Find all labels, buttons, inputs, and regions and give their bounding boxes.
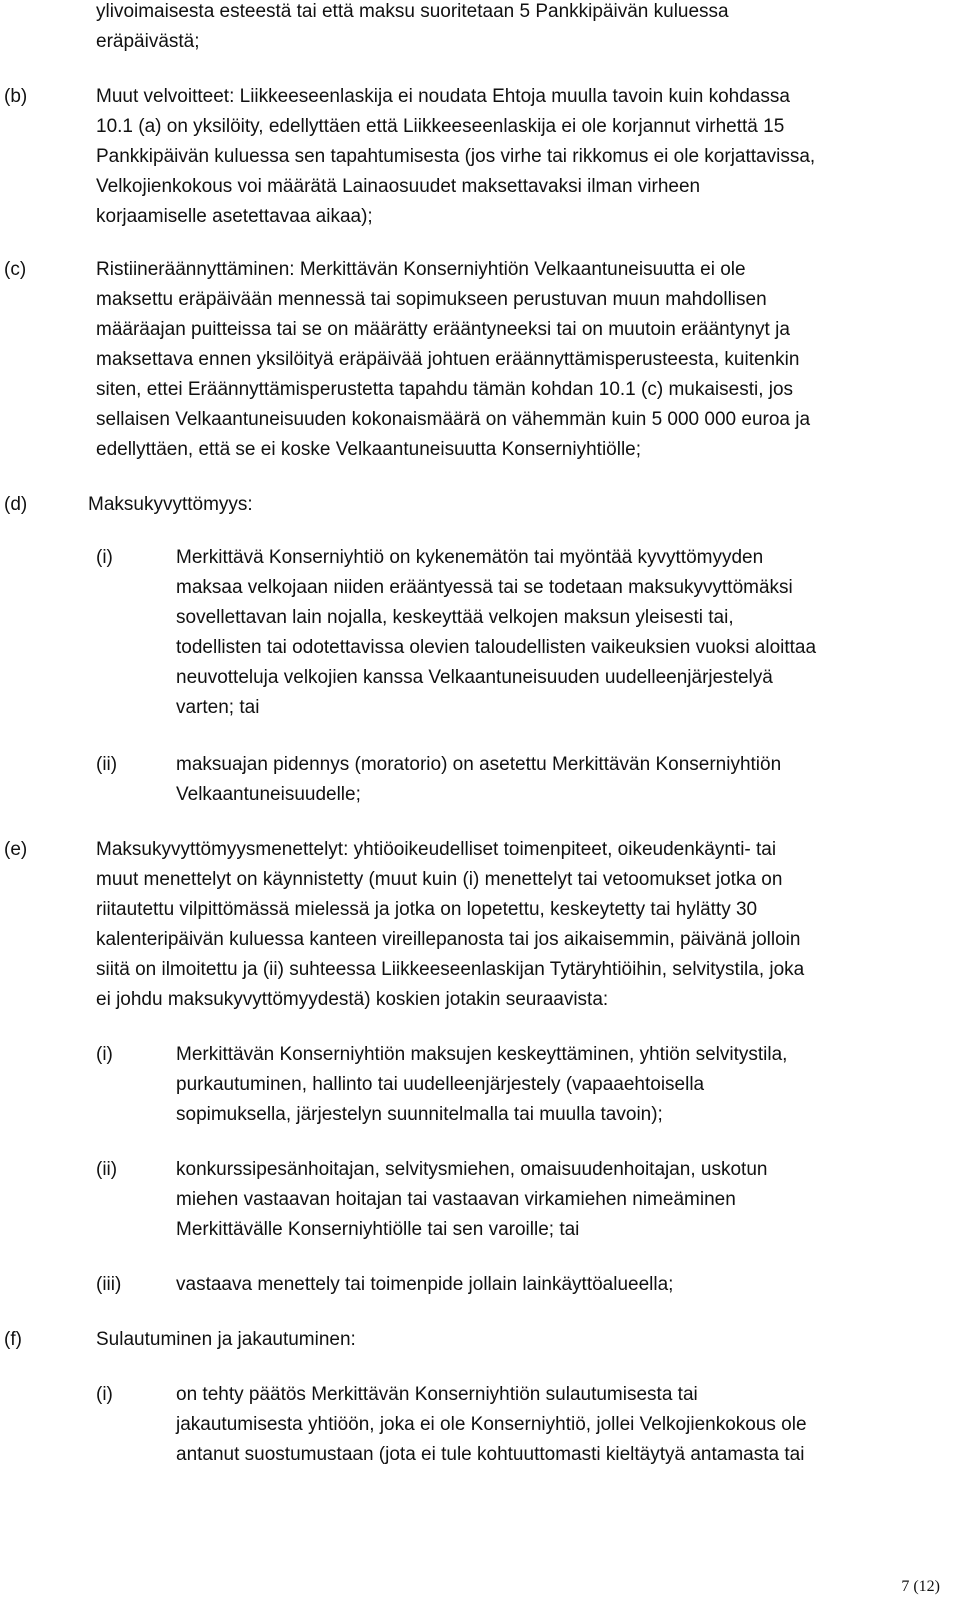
text-line: vastaava menettely tai toimenpide jollain lainkäyttöalueella;	[176, 1274, 674, 1295]
text-line: Maksukyvyttömyys:	[88, 494, 253, 515]
text-line: määräajan puitteissa tai se on määrätty erääntyneeksi tai on muutoin erääntynyt ja	[96, 319, 790, 340]
subparagraph-d-i	[176, 543, 816, 723]
item-label-e: (e)	[4, 839, 28, 860]
text-line: Ristiineräännyttäminen: Merkittävän Konserniyhtiön Velkaantuneisuutta ei ole	[96, 259, 746, 280]
text-line: Merkittävä Konserniyhtiö on kykenemätön tai myöntää kyvyttömyyden	[176, 547, 764, 568]
text-line: sellaisen Velkaantuneisuuden kokonaismäärä on vähemmän kuin 5 000 000 euroa ja	[96, 409, 811, 430]
text-line: todellisten tai odotettavissa olevien taloudellisten vaikeuksien vuoksi aloittaa	[176, 637, 817, 658]
paragraph-e	[96, 835, 804, 1015]
text-line: konkurssipesänhoitajan, selvitysmiehen, omaisuudenhoitajan, uskotun	[176, 1159, 768, 1180]
paragraph-c	[96, 255, 810, 465]
subparagraph-e-iii	[176, 1270, 673, 1300]
text-line: Maksukyvyttömyysmenettelyt: yhtiöoikeudelliset toimenpiteet, oikeudenkäynti- tai	[96, 839, 777, 860]
text-line: sopimuksella, järjestelyn suunnitelmalla tai muulla tavoin);	[176, 1104, 663, 1125]
subitem-label-e-i: (i)	[96, 1044, 113, 1065]
text-line: 10.1 (a) on yksilöity, edellyttäen että Liikkeeseenlaskija ei ole korjannut virhettä 15	[96, 116, 785, 137]
text-line: Sulautuminen ja jakautuminen:	[96, 1329, 356, 1350]
subitem-label-e-iii: (iii)	[96, 1274, 122, 1295]
text-line: ei johdu maksukyvyttömyydestä) koskien jotakin seuraavista:	[96, 989, 609, 1010]
text-line: korjaamiselle asetettavaa aikaa);	[96, 206, 373, 227]
text-line: Velkaantuneisuudelle;	[176, 784, 361, 805]
text-line: muut menettelyt on käynnistetty (muut kuin (i) menettelyt tai vetoomukset jotka on	[96, 869, 783, 890]
subitem-label-e-ii: (ii)	[96, 1159, 118, 1180]
page-number: 7 (12)	[901, 1578, 940, 1595]
text-line: eräpäivästä;	[96, 31, 200, 52]
text-line: purkautuminen, hallinto tai uudelleenjärjestely (vapaaehtoisella	[176, 1074, 705, 1095]
text-line: kalenteripäivän kuluessa kanteen vireillepanosta tai jos aikaisemmin, päivänä jolloin	[96, 929, 801, 950]
text-line: edellyttäen, että se ei koske Velkaantuneisuutta Konserniyhtiölle;	[96, 439, 642, 460]
text-line: maksettu eräpäivään mennessä tai sopimukseen perustuvan muun mahdollisen	[96, 289, 767, 310]
text-line: Pankkipäivän kuluessa sen tapahtumisesta (jos virhe tai rikkomus ei ole korjattavissa,	[96, 146, 816, 167]
text-line: siitä on ilmoitettu ja (ii) suhteessa Liikkeeseenlaskijan Tytäryhtiöihin, selvitystila, joka	[96, 959, 805, 980]
text-line: Velkojienkokous voi määrätä Lainaosuudet maksettavaksi ilman virheen	[96, 176, 701, 197]
text-line: jakautumisesta yhtiöön, joka ei ole Konserniyhtiö, jollei Velkojienkokous ole	[176, 1414, 807, 1435]
text-line: maksettava ennen yksilöityä eräpäivää johtuen eräännyttämisperusteesta, kuitenkin	[96, 349, 800, 370]
text-line: Muut velvoitteet: Liikkeeseenlaskija ei noudata Ehtoja muulla tavoin kuin kohdassa	[96, 86, 790, 107]
text-line: miehen vastaavan hoitajan tai vastaavan virkamiehen nimeäminen	[176, 1189, 736, 1210]
subparagraph-e-i	[176, 1040, 787, 1130]
text-line: riitautettu vilpittömässä mielessä ja jotka on lopetettu, keskeytetty tai hylätty 30	[96, 899, 758, 920]
item-label-b: (b)	[4, 86, 28, 107]
item-label-f: (f)	[4, 1329, 22, 1350]
text-line: maksaa velkojaan niiden erääntyessä tai se todetaan maksukyvyttömäksi	[176, 577, 793, 598]
subitem-label-f-i: (i)	[96, 1384, 113, 1405]
text-line: Merkittävän Konserniyhtiön maksujen keskeyttäminen, yhtiön selvitystila,	[176, 1044, 788, 1065]
item-label-c: (c)	[4, 259, 27, 280]
text-line: sovellettavan lain nojalla, keskeyttää velkojen maksun yleisesti tai,	[176, 607, 734, 628]
text-line: siten, ettei Eräännyttämisperustetta tapahdu tämän kohdan 10.1 (c) mukaisesti, jos	[96, 379, 794, 400]
text-line: on tehty päätös Merkittävän Konserniyhtiön sulautumisesta tai	[176, 1384, 698, 1405]
subitem-label-d-ii: (ii)	[96, 754, 118, 775]
subparagraph-e-ii	[176, 1155, 767, 1245]
text-line: antanut suostumustaan (jota ei tule kohtuuttomasti kieltäytyä antamasta tai	[176, 1444, 805, 1465]
text-line: neuvotteluja velkojien kanssa Velkaantuneisuuden uudelleenjärjestelyä	[176, 667, 773, 688]
subparagraph-f-i	[176, 1380, 807, 1470]
text-line: Merkittävälle Konserniyhtiölle tai sen varoille; tai	[176, 1219, 580, 1240]
subitem-label-d-i: (i)	[96, 547, 113, 568]
paragraph-a-continuation	[96, 0, 729, 57]
text-line: maksuajan pidennys (moratorio) on asetettu Merkittävän Konserniyhtiön	[176, 754, 782, 775]
subparagraph-d-ii	[176, 750, 781, 810]
paragraph-b	[96, 82, 815, 232]
text-line: varten; tai	[176, 697, 260, 718]
paragraph-d	[88, 490, 253, 520]
text-line: ylivoimaisesta esteestä tai että maksu suoritetaan 5 Pankkipäivän kuluessa	[96, 1, 729, 22]
item-label-d: (d)	[4, 494, 28, 515]
paragraph-f	[96, 1325, 356, 1355]
